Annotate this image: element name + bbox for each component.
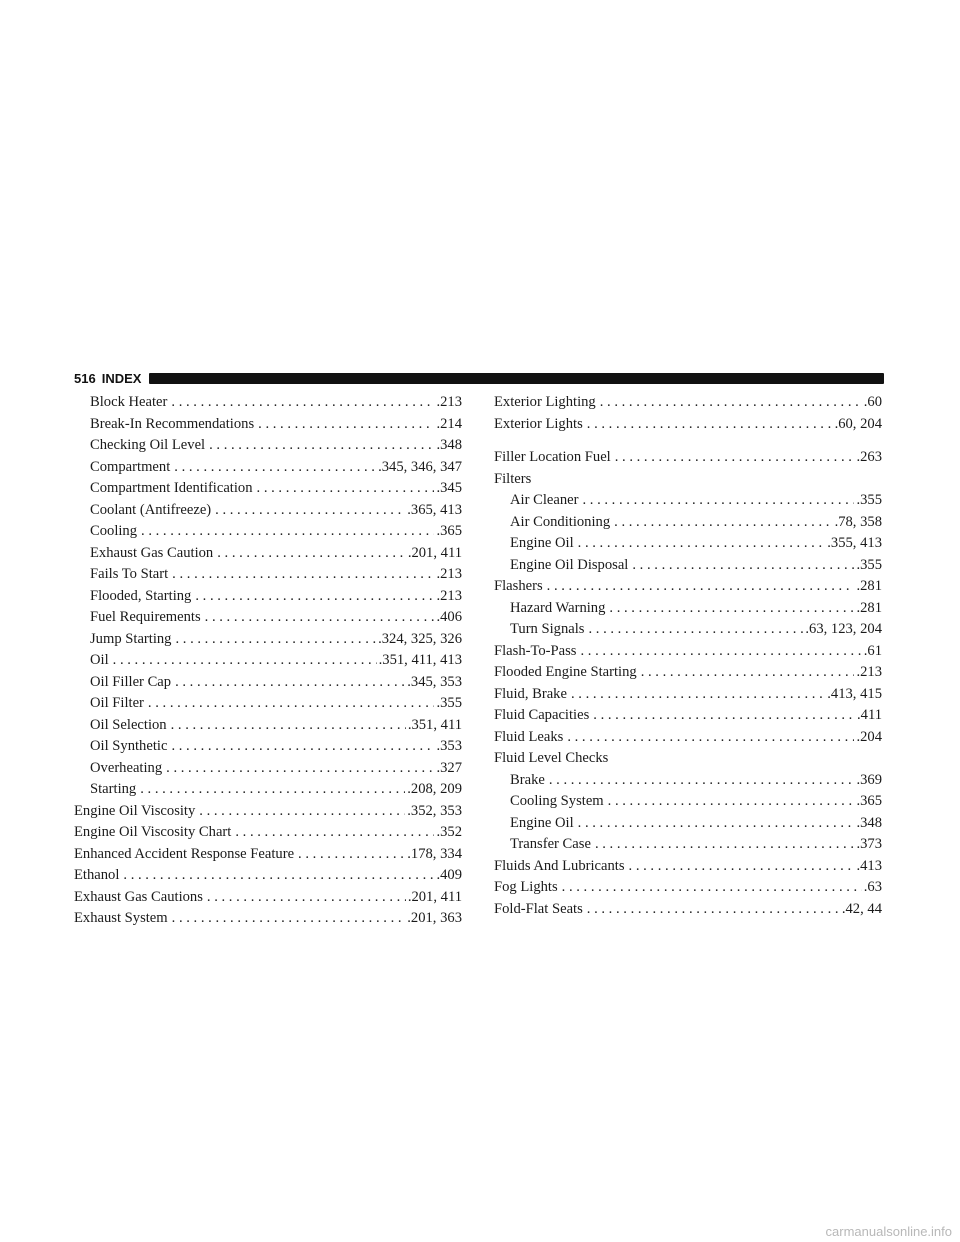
index-entry xyxy=(494,877,882,899)
dot-leader xyxy=(171,392,434,414)
entry-label: Break-In Recommendations xyxy=(90,415,255,432)
index-entry xyxy=(494,791,882,813)
index-entry xyxy=(494,684,882,706)
index-entry xyxy=(494,770,882,792)
dot-leader xyxy=(258,414,434,436)
entry-label: Flooded Engine Starting xyxy=(494,664,637,680)
entry-label: Exterior Lights xyxy=(494,415,583,432)
index-entry xyxy=(494,490,882,512)
dot-leader xyxy=(172,564,434,586)
entry-label: Fails To Start xyxy=(90,566,169,582)
entry-label: Fluid Leaks xyxy=(494,728,564,745)
dot-leader xyxy=(549,770,855,792)
index-entry xyxy=(494,598,882,620)
entry-label: Engine Oil xyxy=(510,814,574,831)
entry-label: Air Cleaner xyxy=(510,492,579,508)
index-entry xyxy=(494,705,882,727)
dot-leader xyxy=(547,576,855,598)
entry-label: Filler Location Fuel xyxy=(494,449,611,465)
index-entry xyxy=(494,834,882,856)
entry-label: Starting xyxy=(90,781,137,797)
entry-pages: .406 xyxy=(436,609,462,625)
entry-label: Hazard Warning xyxy=(510,599,606,616)
entry-pages: .345, 346, 347 xyxy=(378,458,462,475)
entry-pages: .178, 334 xyxy=(407,845,462,862)
index-entry xyxy=(74,521,462,543)
dot-leader xyxy=(582,490,854,512)
dot-leader xyxy=(595,834,855,856)
index-entry xyxy=(74,414,462,436)
entry-pages: .365 xyxy=(436,523,462,539)
entry-label: Engine Oil Viscosity xyxy=(74,802,196,819)
dot-leader xyxy=(571,684,825,706)
entry-pages: .345 xyxy=(436,480,462,496)
entry-label: Block Heater xyxy=(90,394,168,410)
index-entry xyxy=(74,801,462,823)
index-entry xyxy=(494,512,882,534)
entry-pages: .213 xyxy=(856,664,882,680)
entry-label: Engine Oil Disposal xyxy=(510,556,629,573)
page-number: 516 xyxy=(74,370,96,386)
entry-label: Ethanol xyxy=(74,867,120,883)
index-entry xyxy=(74,693,462,715)
entry-pages: .327 xyxy=(436,759,462,776)
index-entry xyxy=(494,555,882,577)
index-entry xyxy=(74,392,462,414)
entry-label: Transfer Case xyxy=(510,836,591,852)
dot-leader xyxy=(217,543,406,565)
entry-label: Coolant (Antifreeze) xyxy=(90,501,212,518)
entry-label: Fuel Requirements xyxy=(90,609,201,625)
index-entry xyxy=(74,500,462,522)
entry-pages: .411 xyxy=(857,707,882,723)
entry-label: Cooling xyxy=(90,523,138,539)
entry-pages: .42, 44 xyxy=(841,900,882,917)
index-entry xyxy=(74,607,462,629)
index-entry xyxy=(74,457,462,479)
dot-leader xyxy=(215,500,405,522)
entry-label: Oil xyxy=(90,652,109,668)
entry-pages: .352 xyxy=(436,824,462,840)
index-entry xyxy=(494,641,882,663)
entry-label: Exterior Lighting xyxy=(494,394,596,410)
index-entry xyxy=(494,619,882,641)
entry-pages: .353 xyxy=(436,738,462,754)
entry-label: Compartment xyxy=(90,458,171,475)
dot-leader xyxy=(171,736,434,758)
dot-leader xyxy=(148,693,435,715)
dot-leader xyxy=(172,908,406,930)
index-column-left xyxy=(74,392,462,930)
dot-leader xyxy=(113,650,377,672)
index-entry xyxy=(494,856,882,878)
entry-label: Engine Oil Viscosity Chart xyxy=(74,824,232,840)
entry-pages: .345, 353 xyxy=(407,673,462,690)
entry-label: Turn Signals xyxy=(510,621,585,637)
dot-leader xyxy=(609,598,854,620)
index-entry xyxy=(494,899,882,921)
entry-pages: .213 xyxy=(436,394,462,410)
index-entry xyxy=(74,887,462,909)
entry-pages: .373 xyxy=(856,836,882,852)
dot-leader xyxy=(608,791,855,813)
dot-leader xyxy=(615,447,855,469)
entry-pages: .201, 363 xyxy=(407,910,462,926)
entry-pages: .413 xyxy=(856,857,882,874)
dot-leader xyxy=(600,392,862,414)
dot-leader xyxy=(175,672,405,694)
index-entry xyxy=(74,543,462,565)
dot-leader xyxy=(298,844,405,866)
index-entry xyxy=(74,650,462,672)
entry-label: Brake xyxy=(510,771,545,788)
index-entry xyxy=(74,715,462,737)
entry-label: Air Conditioning xyxy=(510,513,611,530)
index-entry xyxy=(494,813,882,835)
entry-pages: .413, 415 xyxy=(827,685,882,702)
section-title: INDEX xyxy=(101,370,142,386)
dot-leader xyxy=(578,813,855,835)
index-entry xyxy=(494,576,882,598)
entry-pages: .351, 411 xyxy=(407,716,462,733)
entry-pages: .78, 358 xyxy=(834,513,882,530)
entry-label: Filters xyxy=(494,470,532,487)
entry-pages: .60 xyxy=(863,394,882,410)
dot-leader xyxy=(171,715,406,737)
entry-label: Checking Oil Level xyxy=(90,437,206,453)
dot-leader xyxy=(235,822,434,844)
watermark-text: carmanualsonline.info xyxy=(825,1224,952,1239)
dot-leader xyxy=(578,533,826,555)
index-column-right xyxy=(494,392,882,920)
entry-pages: .348 xyxy=(856,814,882,831)
entry-label: Fold-Flat Seats xyxy=(494,900,583,917)
entry-label: Oil Synthetic xyxy=(90,738,168,754)
entry-label: Cooling System xyxy=(510,793,604,809)
index-entry xyxy=(74,478,462,500)
entry-pages: .263 xyxy=(856,449,882,465)
dot-leader xyxy=(209,435,434,457)
entry-label: Jump Starting xyxy=(90,630,172,647)
entry-label: Oil Filter xyxy=(90,695,144,711)
index-entry xyxy=(74,865,462,887)
entry-label: Oil Filler Cap xyxy=(90,673,172,690)
index-entry xyxy=(494,469,882,491)
entry-pages: .355 xyxy=(436,695,462,711)
entry-pages: .369 xyxy=(856,771,882,788)
dot-leader xyxy=(199,801,405,823)
entry-label: Fluid Capacities xyxy=(494,707,590,723)
entry-pages: .348 xyxy=(436,437,462,453)
index-entry xyxy=(494,447,882,469)
index-entry xyxy=(74,779,462,801)
entry-pages: .281 xyxy=(856,599,882,616)
entry-pages: .201, 411 xyxy=(407,544,462,561)
dot-leader xyxy=(567,727,854,749)
entry-pages: .355 xyxy=(856,492,882,508)
index-entry xyxy=(74,758,462,780)
index-entry xyxy=(74,908,462,930)
entry-pages: .409 xyxy=(436,867,462,883)
index-entry xyxy=(494,748,882,770)
entry-pages: .201, 411 xyxy=(407,888,462,905)
entry-label: Enhanced Accident Response Feature xyxy=(74,845,295,862)
index-entry xyxy=(74,435,462,457)
entry-pages: .281 xyxy=(856,578,882,594)
entry-pages: .213 xyxy=(436,587,462,604)
entry-pages: .214 xyxy=(436,415,462,432)
dot-leader xyxy=(614,512,832,534)
index-entry xyxy=(494,392,882,414)
entry-pages: .63, 123, 204 xyxy=(805,621,882,637)
dot-leader xyxy=(123,865,434,887)
entry-pages: .365 xyxy=(856,793,882,809)
index-entry xyxy=(494,414,882,436)
header-rule xyxy=(149,373,884,384)
entry-label: Exhaust Gas Caution xyxy=(90,544,214,561)
dot-leader xyxy=(562,877,862,899)
entry-pages: .351, 411, 413 xyxy=(378,652,462,668)
dot-leader xyxy=(629,856,855,878)
watermark xyxy=(0,1222,960,1242)
entry-label: Flashers xyxy=(494,578,543,594)
entry-label: Fluids And Lubricants xyxy=(494,857,625,874)
dot-leader xyxy=(166,758,434,780)
entry-pages: .324, 325, 326 xyxy=(378,630,462,647)
index-entry xyxy=(74,822,462,844)
index-entry xyxy=(494,662,882,684)
entry-label: Flooded, Starting xyxy=(90,587,192,604)
dot-leader xyxy=(587,414,833,436)
entry-label: Fluid Level Checks xyxy=(494,750,609,766)
dot-leader xyxy=(205,607,435,629)
index-entry xyxy=(494,533,882,555)
entry-pages: .208, 209 xyxy=(407,781,462,797)
dot-leader xyxy=(195,586,434,608)
dot-leader xyxy=(587,899,840,921)
index-entry xyxy=(74,586,462,608)
entry-pages: .204 xyxy=(856,728,882,745)
dot-leader xyxy=(593,705,855,727)
entry-label: Compartment Identification xyxy=(90,480,253,496)
entry-pages: .213 xyxy=(436,566,462,582)
dot-leader xyxy=(581,641,862,663)
entry-pages: .355, 413 xyxy=(827,535,882,551)
index-entry xyxy=(74,736,462,758)
dot-leader xyxy=(257,478,435,500)
entry-pages: .352, 353 xyxy=(407,802,462,819)
entry-label: Flash-To-Pass xyxy=(494,642,577,659)
entry-pages: .63 xyxy=(863,879,882,895)
entry-pages: .60, 204 xyxy=(834,415,882,432)
entry-pages: .61 xyxy=(863,642,882,659)
dot-leader xyxy=(141,521,434,543)
index-entry xyxy=(74,629,462,651)
entry-label: Oil Selection xyxy=(90,716,167,733)
entry-pages: .355 xyxy=(856,556,882,573)
index-entry xyxy=(74,844,462,866)
entry-label: Overheating xyxy=(90,759,163,776)
dot-leader xyxy=(140,779,405,801)
page-header xyxy=(74,370,884,386)
entry-label: Engine Oil xyxy=(510,535,574,551)
index-entry xyxy=(494,727,882,749)
dot-leader xyxy=(207,887,406,909)
dot-leader xyxy=(175,629,376,651)
entry-label: Fog Lights xyxy=(494,879,558,895)
index-entry xyxy=(74,564,462,586)
entry-label: Exhaust System xyxy=(74,910,168,926)
entry-pages: .365, 413 xyxy=(407,501,462,518)
dot-leader xyxy=(588,619,803,641)
index-entry xyxy=(74,672,462,694)
dot-leader xyxy=(174,457,376,479)
entry-label: Fluid, Brake xyxy=(494,685,567,702)
entry-label: Exhaust Gas Cautions xyxy=(74,888,203,905)
dot-leader xyxy=(641,662,855,684)
dot-leader xyxy=(632,555,854,577)
